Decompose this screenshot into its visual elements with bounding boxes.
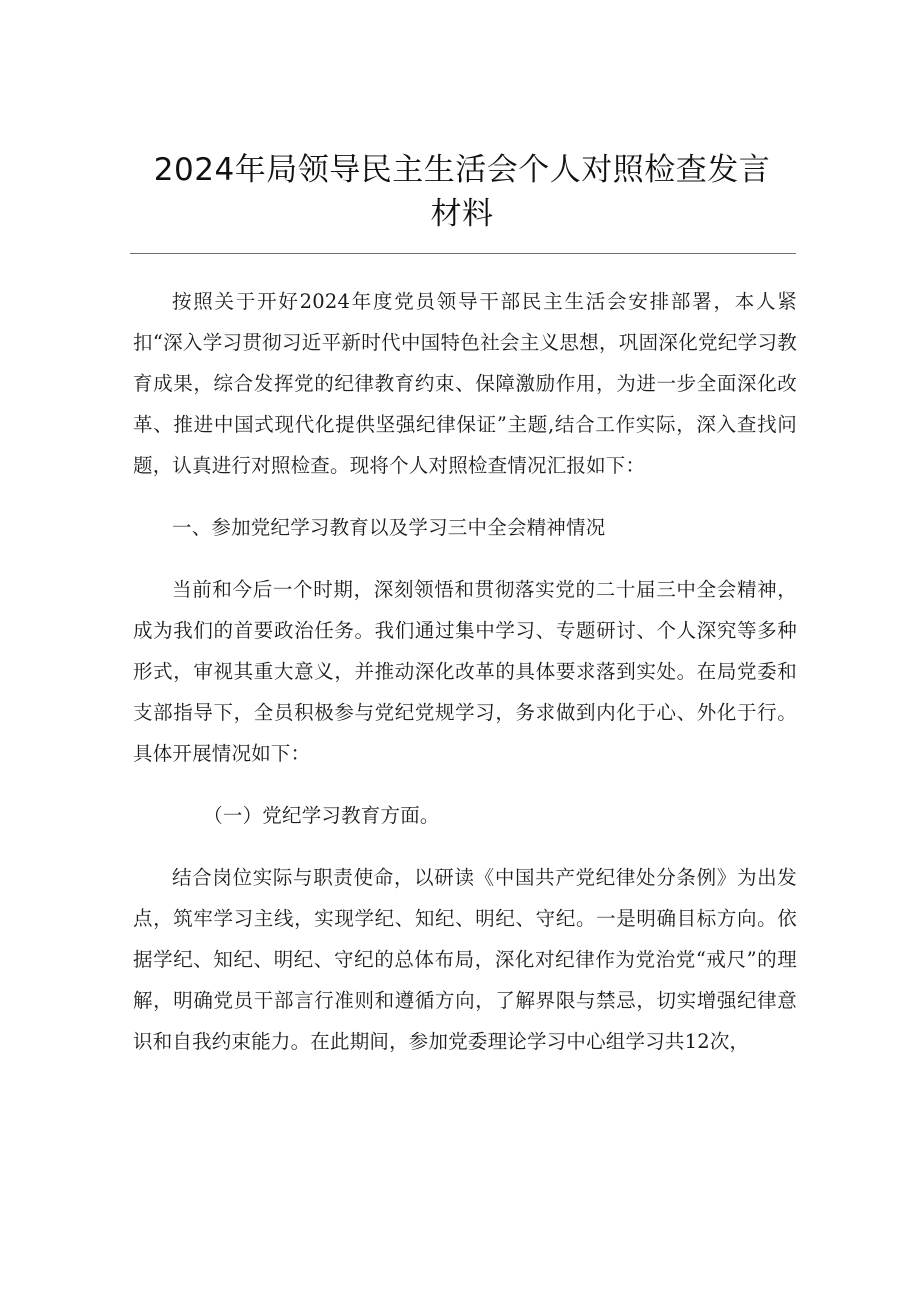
section-heading-1: 一、参加党纪学习教育以及学习三中全会精神情况 xyxy=(172,516,606,539)
title-line-1: 2024年局领导民主生活会个人对照检查发言 xyxy=(153,152,771,188)
document-title xyxy=(130,148,794,236)
title-divider xyxy=(130,253,796,254)
section-1-paragraph: 当前和今后一个时期，深刻领悟和贯彻落实党的二十届三中全会精神，成为我们的首要政治任务。我们通过集中学习、专题研讨、个人深究等多种形式，审视其重大意义，并推动深化改革的具体要求落到实处。在局党委和支部指导下，全员积极参与党纪党规学习，务求做到内化于心、外化于行。具体开展情况如下： xyxy=(133,578,797,765)
intro-paragraph: 按照关于开好2024年度党员领导干部民主生活会安排部署，本人紧扣“深入学习贯彻习近平新时代中国特色社会主义思想，巩固深化党纪学习教育成果，综合发挥党的纪律教育约束、保障激励作用，为进一步全面深化改革、推进中国式现代化提供坚强纪律保证”主题,结合工作实际，深入查找问题，认真进行对照检查。现将个人对照检查情况汇报如下： xyxy=(133,290,797,477)
document-body xyxy=(133,281,797,1062)
subsection-heading-1: （一）党纪学习教育方面。 xyxy=(203,804,440,827)
subsection-1-paragraph: 结合岗位实际与职责使命，以研读《中国共产党纪律处分条例》为出发点，筑牢学习主线，实现学纪、知纪、明纪、守纪。一是明确目标方向。依据学纪、知纪、明纪、守纪的总体布局，深化对纪律作为党治党“戒尺”的理解，明确党员干部言行准则和遵循方向，了解界限与禁忌，切实增强纪律意识和自我约束能力。在此期间，参加党委理论学习中心组学习共12次， xyxy=(133,866,797,1053)
title-line-2: 材料 xyxy=(430,196,494,232)
